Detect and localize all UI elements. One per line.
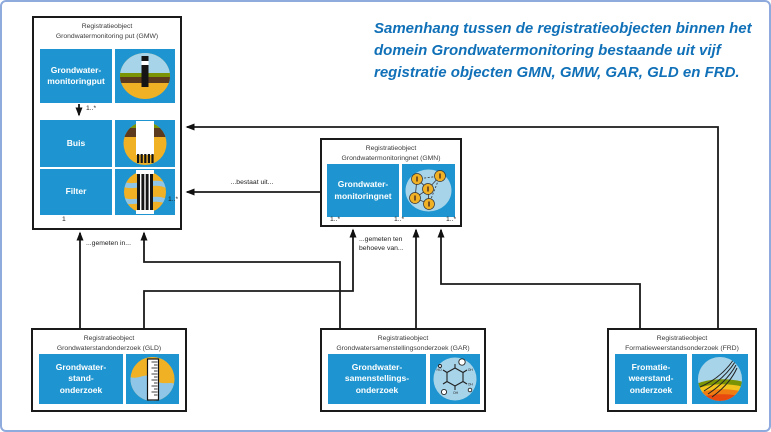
- multiplicity-gmn-mid: 1..*: [394, 216, 405, 223]
- monitoring-well-icon: [115, 49, 175, 103]
- gld-cell-label: Grondwater- stand- onderzoek: [55, 362, 107, 395]
- gmw-title-line1: Registratieobject: [81, 23, 133, 30]
- multiplicity-gmn-right: 1..*: [446, 216, 457, 223]
- gmw-cell-filter-label: Filter: [65, 186, 87, 197]
- frd-title-line1: Registratieobject: [656, 335, 708, 342]
- gmn-cell-monitoringnet: [327, 164, 399, 217]
- label-gemeten-in: ...gemeten in...: [86, 240, 131, 247]
- frd-box-title: [609, 334, 755, 353]
- gmw-cell-buis: [40, 120, 112, 167]
- gld-box: [31, 328, 187, 412]
- gmn-iconcell: [402, 164, 455, 217]
- label-gemeten-ten-behoeve: [359, 236, 404, 254]
- gar-iconcell: [430, 354, 480, 404]
- formation-resistance-icon: [692, 354, 748, 404]
- gmw-monitoringput-iconcell: [115, 49, 175, 103]
- monitoring-network-icon: [402, 164, 455, 217]
- gld-box-title: [33, 334, 185, 353]
- gar-title-line1: Registratieobject: [377, 335, 429, 342]
- gar-cell-onderzoek: [328, 354, 426, 404]
- gar-molecule-label: OH: [467, 382, 473, 387]
- filter-icon: [115, 169, 175, 215]
- gar-box: [320, 328, 486, 412]
- molecule-icon: [430, 354, 480, 404]
- gar-cell-label: Grondwater- samenstellings- onderzoek: [344, 362, 410, 395]
- label-gemeten-ten-behoeve-line1: ...gemeten ten: [359, 236, 403, 243]
- gar-molecule-label: OH: [467, 368, 473, 372]
- gar-title-line2: Grondwatersamenstellingsonderzoek (GAR): [336, 344, 470, 352]
- gmn-box: [320, 138, 462, 227]
- gmw-cell-monitoringput: [40, 49, 112, 103]
- gmw-box-title: [34, 22, 180, 41]
- gmn-cell-monitoringnet-label: Grondwater- monitoringnet: [334, 179, 392, 201]
- multiplicity-bestaat-uit: 1..*: [168, 196, 179, 203]
- gmw-box: [32, 16, 182, 230]
- label-bestaat-uit: ...bestaat uit...: [230, 179, 274, 186]
- gar-box-title: [322, 334, 484, 353]
- multiplicity-gmn-left: 1..*: [330, 216, 341, 223]
- gmw-filter-iconcell: [115, 169, 175, 215]
- gmw-title-line2: Grondwatermonitoring put (GMW): [55, 32, 159, 40]
- gmn-title-line2: Grondwatermonitoringnet (GMN): [341, 154, 441, 162]
- gmw-cell-monitoringput-label: Grondwater- monitoringput: [47, 64, 105, 86]
- gld-cell-onderzoek: [39, 354, 123, 404]
- frd-cell-onderzoek: [615, 354, 687, 404]
- multiplicity-gmw-one: 1: [62, 216, 66, 223]
- tube-icon: [115, 120, 175, 167]
- gar-molecule-label: OH: [453, 391, 459, 395]
- connector-gar-to-gmw: [144, 233, 340, 328]
- connector-gld-to-gmn: [144, 230, 353, 328]
- gmw-buis-iconcell: [115, 120, 175, 167]
- gmn-box-title: [322, 144, 460, 163]
- diagram-caption: Samenhang tussen de registratieobjecten binnen het domein Grondwatermonitoring bestaande uit vijf registratie objecten GMN, GMW, GAR, GLD en FRD.: [374, 20, 752, 81]
- gar-molecule-label: HO: [436, 368, 442, 372]
- multiplicity-put-buis: 1..*: [86, 105, 97, 112]
- frd-cell-label: Fromatie- weerstand- onderzoek: [628, 362, 674, 395]
- frd-box: [607, 328, 757, 412]
- label-gemeten-ten-behoeve-line2: behoeve van...: [359, 244, 404, 252]
- gmn-title-line1: Registratieobject: [365, 145, 417, 152]
- gld-title-line1: Registratieobject: [83, 335, 135, 342]
- gld-title-line2: Grondwaterstandonderzoek (GLD): [56, 344, 162, 352]
- gmw-cell-filter: [40, 169, 112, 215]
- gld-iconcell: [126, 354, 179, 404]
- water-level-ruler-icon: [126, 354, 179, 404]
- gmw-cell-buis-label: Buis: [66, 137, 86, 148]
- frd-iconcell: [692, 354, 748, 404]
- connector-frd-to-gmn: [441, 230, 640, 328]
- frd-title-line2: Formatieweerstandsonderzoek (FRD): [625, 344, 739, 352]
